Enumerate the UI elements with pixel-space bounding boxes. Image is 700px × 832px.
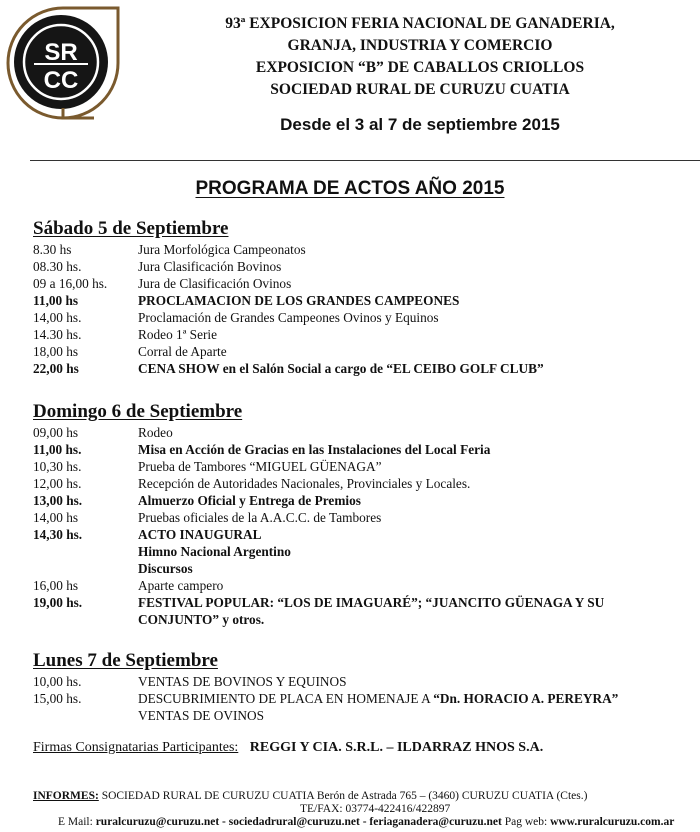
event-time: 14,00 hs [33,510,79,525]
event-time: 15,00 hs. [33,691,82,706]
header-line: 93ª EXPOSICION FERIA NACIONAL DE GANADERIA, [225,15,615,32]
event-text: Discursos [138,561,193,576]
event-text: Jura de Clasificación Ovinos [138,276,292,291]
event-time: 08.30 hs. [33,259,82,274]
sociedad-rural-logo [4,4,122,122]
day-title: Lunes 7 de Septiembre [33,650,218,671]
event-text-bold: “Dn. HORACIO A. PEREYRA” [433,691,619,706]
event-description [138,309,439,326]
event-time: 10,00 hs. [33,674,82,689]
event-description [138,611,264,628]
event-description [138,690,618,707]
firms-line [33,740,543,756]
event-description [138,509,381,526]
event-description [138,441,490,458]
day-title: Sábado 5 de Septiembre [33,218,229,239]
event-text: Almuerzo Oficial y Entrega de Premios [138,493,361,508]
header-line: EXPOSICION “B” DE CABALLOS CRIOLLOS [255,59,585,76]
event-text: Rodeo 1ª Serie [138,327,218,342]
footer-informes [33,790,587,802]
event-text: Himno Nacional Argentino [138,544,291,559]
event-description [138,594,604,611]
event-description [138,492,361,509]
exhibition-dates: Desde el 3 al 7 de septiembre 2015 [280,115,560,134]
event-description [138,326,217,343]
event-description [138,560,193,577]
event-description [138,343,227,360]
event-time: 09,00 hs [33,425,79,440]
logo-text-bottom: CC [43,67,79,94]
event-text: Pruebas oficiales de la A.A.C.C. de Tambores [138,510,382,525]
event-description [138,707,264,724]
event-text: ACTO INAUGURAL [138,527,262,542]
web-label: Pag web: [501,816,551,828]
event-text: VENTAS DE OVINOS [138,708,264,723]
event-description [138,526,262,543]
exhibition-header [150,13,690,101]
event-text: CONJUNTO” y otros. [138,612,265,627]
event-text: Proclamación de Grandes Campeones Ovinos y Equinos [138,310,439,325]
event-time: 10,30 hs. [33,459,82,474]
event-time: 22,00 hs [33,361,79,376]
event-description [138,258,281,275]
day-title: Domingo 6 de Septiembre [33,401,243,422]
event-description [138,360,544,377]
web-link[interactable]: www.ruralcuruzu.com.ar [550,816,675,828]
firms-value: REGGI Y CIA. S.R.L. – ILDARRAZ HNOS S.A. [249,740,544,755]
event-time: 11,00 hs [33,293,79,308]
event-time: 19,00 hs. [33,595,83,610]
event-text: CENA SHOW en el Salón Social a cargo de “EL CEIBO GOLF CLUB” [138,361,544,376]
event-text: FESTIVAL POPULAR: “LOS DE IMAGUARÉ”; “JUANCITO GÜENAGA Y SU [138,595,605,610]
event-description [138,458,382,475]
program-title: PROGRAMA DE ACTOS AÑO 2015 [195,178,505,199]
informes-label: INFORMES: [33,790,99,802]
event-text: Misa en Acción de Gracias en las Instalaciones del Local Feria [138,442,491,457]
event-text: DESCUBRIMIENTO DE PLACA EN HOMENAJE A [138,691,434,706]
event-description [138,424,173,441]
event-text: Recepción de Autoridades Nacionales, Provinciales y Locales. [138,476,471,491]
event-time: 14.30 hs. [33,327,82,342]
event-text: Prueba de Tambores “MIGUEL GÜENAGA” [138,459,382,474]
event-time: 8.30 hs [33,242,72,257]
firms-label: Firmas Consignatarias Participantes: [33,740,239,755]
header-line: GRANJA, INDUSTRIA Y COMERCIO [287,37,553,54]
informes-text: SOCIEDAD RURAL DE CURUZU CUATIA Berón de Astrada 765 – (3460) CURUZU CUATIA (Ctes.) [101,790,588,802]
event-text: Rodeo [138,425,173,440]
email-links[interactable]: ruralcuruzu@curuzu.net - sociedadrural@curuzu.net - feriaganadera@curuzu.net [95,816,502,828]
event-description [138,673,346,690]
event-text: VENTAS DE BOVINOS Y EQUINOS [138,674,347,689]
event-description [138,275,291,292]
event-text: Aparte campero [138,578,224,593]
event-time: 18,00 hs [33,344,79,359]
event-description [138,241,306,258]
header-line: SOCIEDAD RURAL DE CURUZU CUATIA [270,81,570,98]
event-time: 11,00 hs. [33,442,82,457]
footer-telfax: TE/FAX: 03774-422416/422897 [300,803,451,815]
email-label: E Mail: [58,816,96,828]
event-description [138,475,470,492]
event-time: 14,30 hs. [33,527,83,542]
event-time: 13,00 hs. [33,493,83,508]
event-text: Corral de Aparte [138,344,227,359]
event-time: 09 a 16,00 hs. [33,276,108,291]
event-description [138,292,459,309]
event-time: 16,00 hs [33,578,79,593]
event-time: 14,00 hs. [33,310,82,325]
header-divider [30,160,700,161]
event-text: Jura Clasificación Bovinos [138,259,282,274]
footer-contacts [58,816,674,828]
event-text: PROCLAMACION DE LOS GRANDES CAMPEONES [138,293,460,308]
event-description [138,577,223,594]
event-description [138,543,291,560]
event-time: 12,00 hs. [33,476,82,491]
event-text: Jura Morfológica Campeonatos [138,242,306,257]
logo-text-top: SR [44,39,78,66]
